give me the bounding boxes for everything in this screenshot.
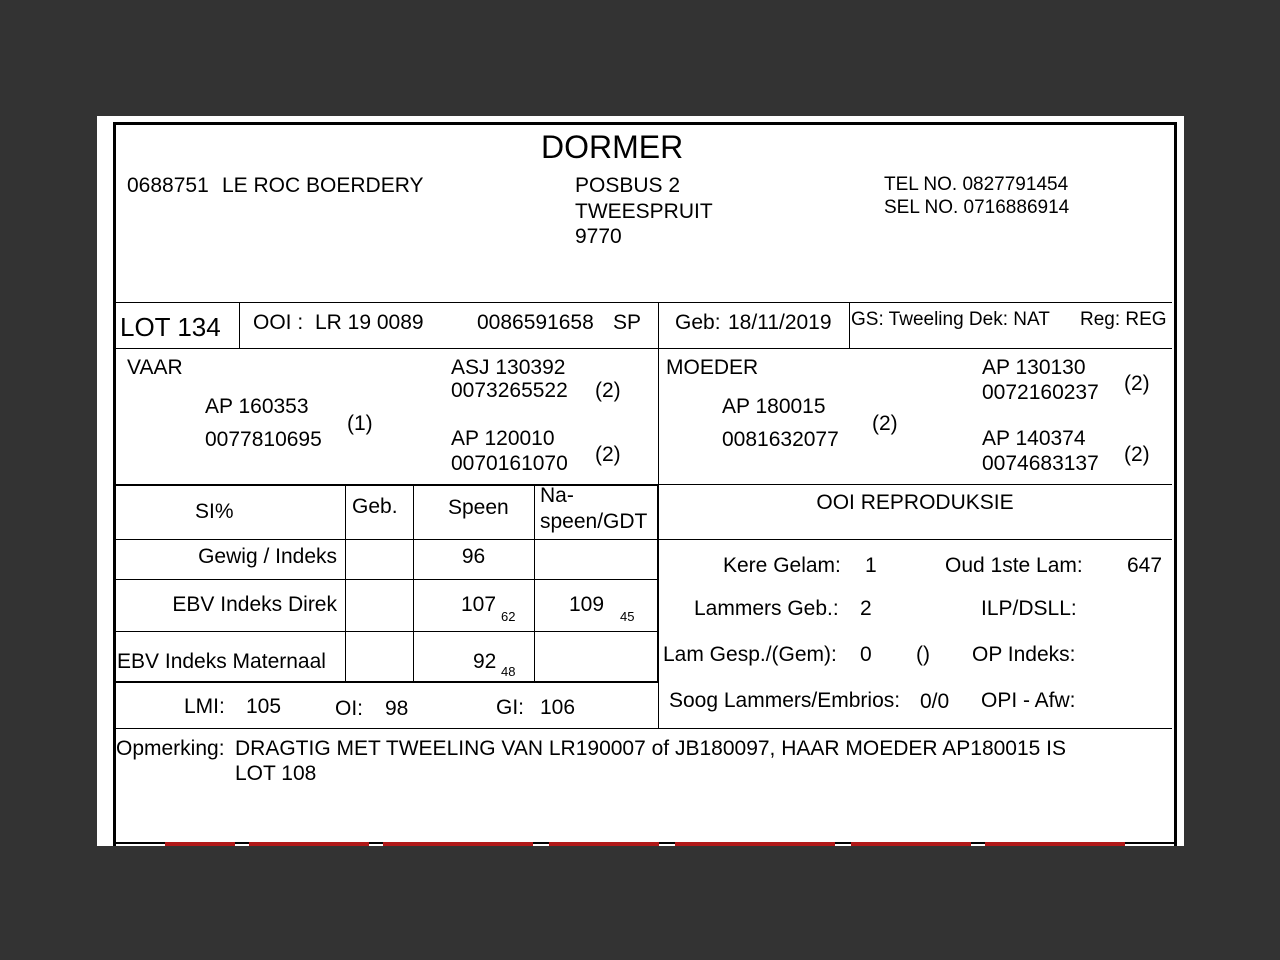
ebv-direk-speen: 107 — [461, 593, 497, 616]
table-col-divider — [534, 486, 535, 682]
vaar-grade: (1) — [347, 412, 373, 435]
divider — [658, 302, 659, 348]
kere-gelam-value: 1 — [865, 554, 877, 577]
oi-label: OI: — [335, 697, 364, 720]
moeder-label: MOEDER — [666, 356, 759, 379]
lam-gesp-value: 0 — [860, 643, 872, 666]
ilp-label: ILP/DSLL: — [981, 597, 1077, 620]
ebv-direk-naspeen: 109 — [569, 593, 605, 616]
moeder-sire-number: 0072160237 — [982, 381, 1099, 404]
kere-gelam-label: Kere Gelam: — [723, 554, 841, 577]
divider — [659, 484, 1172, 485]
moeder-grade: (2) — [872, 412, 898, 435]
vaar-id: AP 160353 — [205, 395, 309, 418]
moeder-dam-grade: (2) — [1124, 443, 1150, 466]
ebv-direk-speen-sub: 62 — [501, 609, 516, 624]
reproduction-title: OOI REPRODUKSIE — [816, 491, 1014, 514]
reg-info: Reg: REG — [1080, 309, 1167, 330]
address-line-1: POSBUS 2 — [575, 174, 681, 197]
gi-label: GI: — [496, 696, 525, 719]
vaar-label: VAAR — [127, 356, 183, 379]
ooi-number: 0086591658 — [477, 311, 594, 334]
vaar-dam-number: 0070161070 — [451, 452, 568, 475]
header-naspeen-1: Na- — [540, 484, 574, 507]
vaar-dam-id: AP 120010 — [451, 427, 555, 450]
op-indeks-label: OP Indeks: — [972, 643, 1076, 666]
vaar-dam-grade: (2) — [595, 443, 621, 466]
soog-label: Soog Lammers/Embrios: — [669, 689, 901, 712]
tel-number: TEL NO. 0827791454 — [884, 174, 1069, 195]
owner-code: 0688751 — [127, 174, 209, 197]
divider — [239, 302, 240, 348]
divider — [658, 682, 659, 728]
remark-label: Opmerking: — [116, 737, 225, 760]
remark-line-1: DRAGTIG MET TWEELING VAN LR190007 of JB180097, HAAR MOEDER AP180015 IS — [235, 737, 1067, 760]
lam-gesp-gem: () — [916, 643, 930, 666]
moeder-dam-number: 0074683137 — [982, 452, 1099, 475]
gi-value: 106 — [540, 696, 576, 719]
opi-label: OPI - Afw: — [981, 689, 1076, 712]
divider — [849, 302, 850, 348]
ebv-maternaal-speen: 92 — [473, 650, 497, 673]
moeder-number: 0081632077 — [722, 428, 839, 451]
divider — [116, 302, 1172, 303]
header-speen: Speen — [448, 496, 509, 519]
vaar-sire-id: ASJ 130392 — [451, 356, 566, 379]
remark-line-2: LOT 108 — [235, 762, 317, 785]
table-row-divider — [115, 579, 658, 580]
header-naspeen-2: speen/GDT — [540, 510, 648, 533]
row-label-ebv-direk: EBV Indeks Direk — [172, 593, 337, 616]
address-line-2: TWEESPRUIT — [575, 200, 713, 223]
table-row-divider — [115, 539, 658, 540]
moeder-dam-id: AP 140374 — [982, 427, 1086, 450]
soog-value: 0/0 — [920, 690, 950, 713]
sel-number: SEL NO. 0716886914 — [884, 197, 1070, 218]
divider — [116, 348, 1172, 349]
address-line-3: 9770 — [575, 225, 622, 248]
gs-info: GS: Tweeling Dek: NAT — [851, 309, 1050, 330]
table-col-divider — [413, 486, 414, 682]
gewig-speen: 96 — [461, 545, 486, 568]
table-top-border — [115, 484, 659, 486]
lot-catalog-card — [97, 116, 1184, 846]
row-label-gewig: Gewig / Indeks — [198, 545, 337, 568]
table-col-divider — [345, 486, 346, 682]
moeder-sire-grade: (2) — [1124, 372, 1150, 395]
divider — [659, 539, 1172, 540]
lam-gesp-label: Lam Gesp./(Gem): — [663, 643, 837, 666]
ebv-maternaal-speen-sub: 48 — [501, 664, 516, 679]
moeder-id: AP 180015 — [722, 395, 826, 418]
ebv-direk-naspeen-sub: 45 — [620, 609, 635, 624]
vaar-number: 0077810695 — [205, 428, 322, 451]
card-title: DORMER — [541, 129, 684, 165]
ooi-label: OOI : — [253, 311, 304, 334]
geb-date: 18/11/2019 — [728, 311, 832, 334]
lammers-geb-label: Lammers Geb.: — [694, 597, 839, 620]
oi-value: 98 — [385, 697, 409, 720]
owner-name: LE ROC BOERDERY — [222, 174, 424, 197]
ooi-id: LR 19 0089 — [315, 311, 424, 334]
oud-value: 647 — [1127, 554, 1163, 577]
oud-label: Oud 1ste Lam: — [945, 554, 1083, 577]
vaar-sire-number: 0073265522 — [451, 379, 568, 402]
ooi-suffix: SP — [613, 311, 642, 334]
table-bottom-border — [115, 681, 659, 683]
lot-number: LOT 134 — [120, 312, 221, 342]
geb-label: Geb: — [675, 311, 721, 334]
vaar-sire-grade: (2) — [595, 379, 621, 402]
lmi-label: LMI: — [184, 695, 225, 718]
row-label-ebv-maternaal: EBV Indeks Maternaal — [117, 650, 326, 673]
divider — [658, 348, 659, 485]
header-si: SI% — [195, 500, 234, 523]
header-geb: Geb. — [352, 495, 398, 518]
footer-red-text-fragment — [157, 842, 1137, 846]
divider — [116, 728, 1172, 729]
table-row-divider — [115, 631, 658, 632]
lmi-value: 105 — [246, 695, 282, 718]
lammers-geb-value: 2 — [860, 597, 872, 620]
moeder-sire-id: AP 130130 — [982, 356, 1086, 379]
